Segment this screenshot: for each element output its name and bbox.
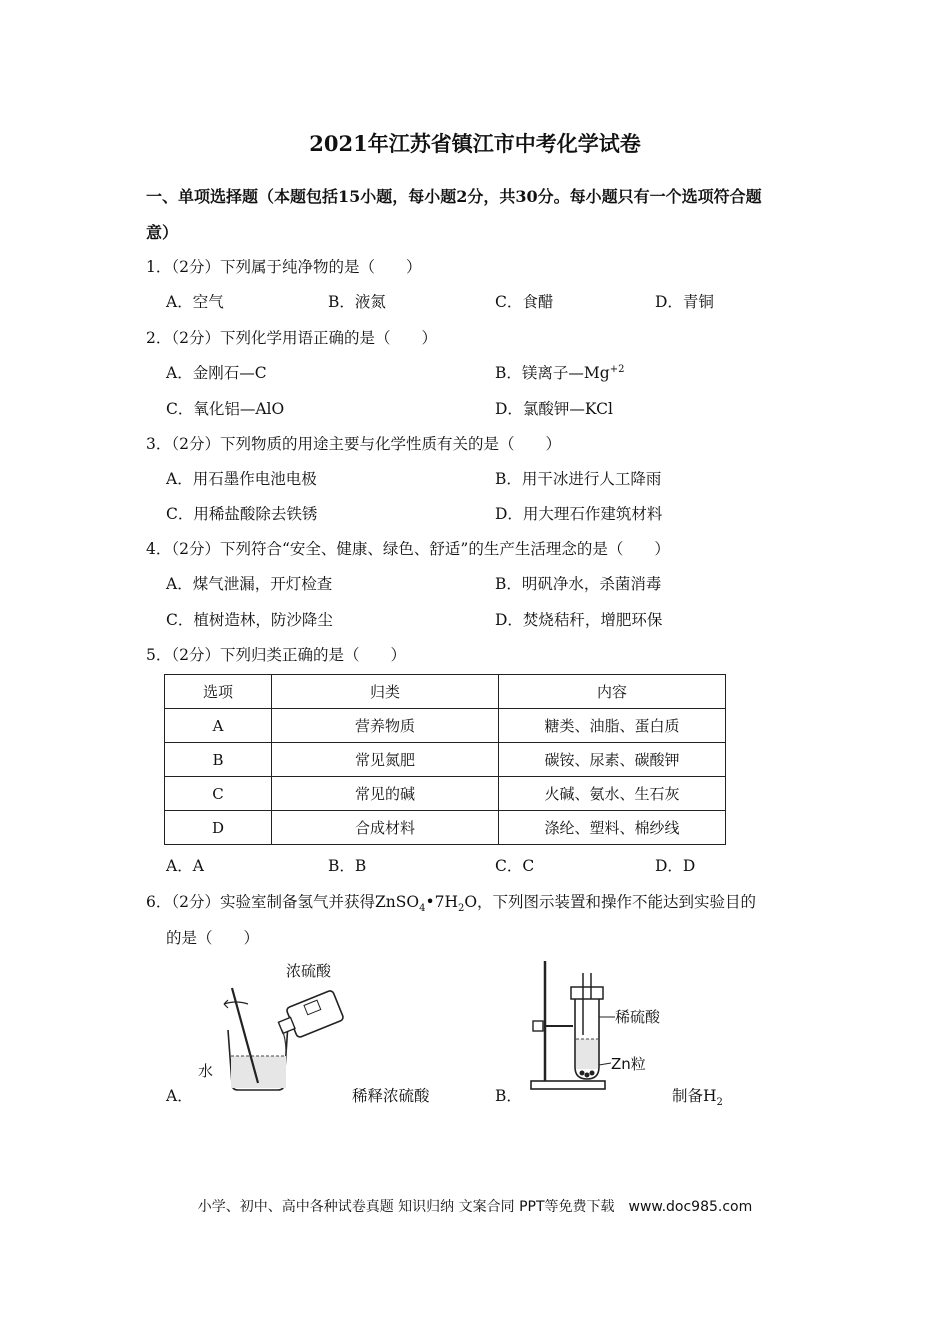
stand-base-icon	[531, 1081, 605, 1089]
table-cell: B	[165, 743, 272, 777]
question-4-stem: 4．（2分）下列符合“安全、健康、绿色、舒适”的生产生活理念的是（ ）	[146, 540, 670, 558]
q6-option-b-caption: 制备$H_2$	[672, 1087, 723, 1109]
table-cell: 营养物质	[272, 709, 499, 743]
q2-option-c: C．氧化铝—AlO	[166, 400, 285, 418]
label-dilute-acid: 稀硫酸	[615, 1008, 661, 1026]
q2-option-a: A．金刚石—C	[166, 364, 267, 382]
q5-option-a: A．A	[166, 857, 204, 875]
water-fill	[231, 1056, 286, 1088]
q3-option-a: A．用石墨作电池电极	[166, 470, 317, 488]
q6-option-a-caption: 稀释浓硫酸	[352, 1087, 430, 1105]
table-cell: 糖类、油脂、蛋白质	[499, 709, 726, 743]
q1-option-b: B．液氮	[328, 293, 386, 311]
hydrogen-figure	[515, 955, 675, 1095]
table-header-cell: 内容	[499, 675, 726, 709]
table-cell: A	[165, 709, 272, 743]
table-cell: 常见的碱	[272, 777, 499, 811]
label-water: 水	[198, 1062, 214, 1080]
table-header-cell: 选项	[165, 675, 272, 709]
q5-option-b: B．B	[328, 857, 367, 875]
table-row	[165, 709, 726, 743]
q1-option-c: C．食醋	[495, 293, 554, 311]
question-2-stem: 2．（2分）下列化学用语正确的是（ ）	[146, 329, 437, 347]
q3-option-d: D．用大理石作建筑材料	[495, 505, 663, 523]
table-cell: 碳铵、尿素、碳酸钾	[499, 743, 726, 777]
classification-table	[164, 674, 726, 845]
table-cell: 火碱、氨水、生石灰	[499, 777, 726, 811]
question-1-stem: 1．（2分）下列属于纯净物的是（ ）	[146, 258, 422, 276]
q3-option-b: B．用干冰进行人工降雨	[495, 470, 662, 488]
section-heading: 一、单项选择题（本题包括15小题，每小题2分，共30分。每小题只有一个选项符合题	[146, 187, 762, 206]
acid-bottle-icon	[275, 990, 344, 1043]
question-6-stem-cont: 的是（ ）	[166, 929, 260, 947]
q4-option-a: A．煤气泄漏，开灯检查	[166, 575, 333, 593]
q4-option-d: D．焚烧秸秆，增肥环保	[495, 611, 663, 629]
q2-option-d: D．氯酸钾—KCl	[495, 400, 613, 418]
dilution-figure	[190, 958, 360, 1098]
q4-option-b: B．明矾净水，杀菌消毒	[495, 575, 662, 593]
stopper-icon	[571, 987, 603, 999]
q6-option-b-letter: B．	[495, 1087, 522, 1105]
label-zn: Zn粒	[611, 1055, 646, 1073]
table-header-row	[165, 675, 726, 709]
q3-option-c: C．用稀盐酸除去铁锈	[166, 505, 318, 523]
table-row	[165, 743, 726, 777]
q6-option-a-letter: A．	[166, 1087, 193, 1105]
q1-option-a: A．空气	[166, 293, 224, 311]
q4-option-c: C．植树造林，防沙降尘	[166, 611, 333, 629]
q5-option-d: D．D	[655, 857, 696, 875]
table-cell: 合成材料	[272, 811, 499, 845]
question-3-stem: 3．（2分）下列物质的用途主要与化学性质有关的是（ ）	[146, 435, 561, 453]
table-cell: C	[165, 777, 272, 811]
question-6-stem: 6．（2分）实验室制备氢气并获得$ZnSO_4•7H_2O$，下列图示装置和操作不能达到实验目的	[146, 893, 757, 915]
table-cell: 涤纶、塑料、棉纱线	[499, 811, 726, 845]
q5-option-c: C．C	[495, 857, 535, 875]
q2-option-b: B．镁离子$—Mg^{+2}$	[495, 363, 625, 382]
table-cell: D	[165, 811, 272, 845]
page-footer: 小学、初中、高中各种试卷真题 知识归纳 文案合同 PPT等免费下载 www.doc985.com	[197, 1199, 753, 1215]
label-conc-acid: 浓硫酸	[286, 962, 332, 980]
q1-option-d: D．青铜	[655, 293, 714, 311]
section-heading-cont: 意）	[146, 223, 179, 242]
page-title: 2021年江苏省镇江市中考化学试卷	[309, 131, 641, 156]
table-header-cell: 归类	[272, 675, 499, 709]
table-row	[165, 777, 726, 811]
question-5-stem: 5．（2分）下列归类正确的是（ ）	[146, 646, 406, 664]
table-cell: 常见氮肥	[272, 743, 499, 777]
table-row	[165, 811, 726, 845]
